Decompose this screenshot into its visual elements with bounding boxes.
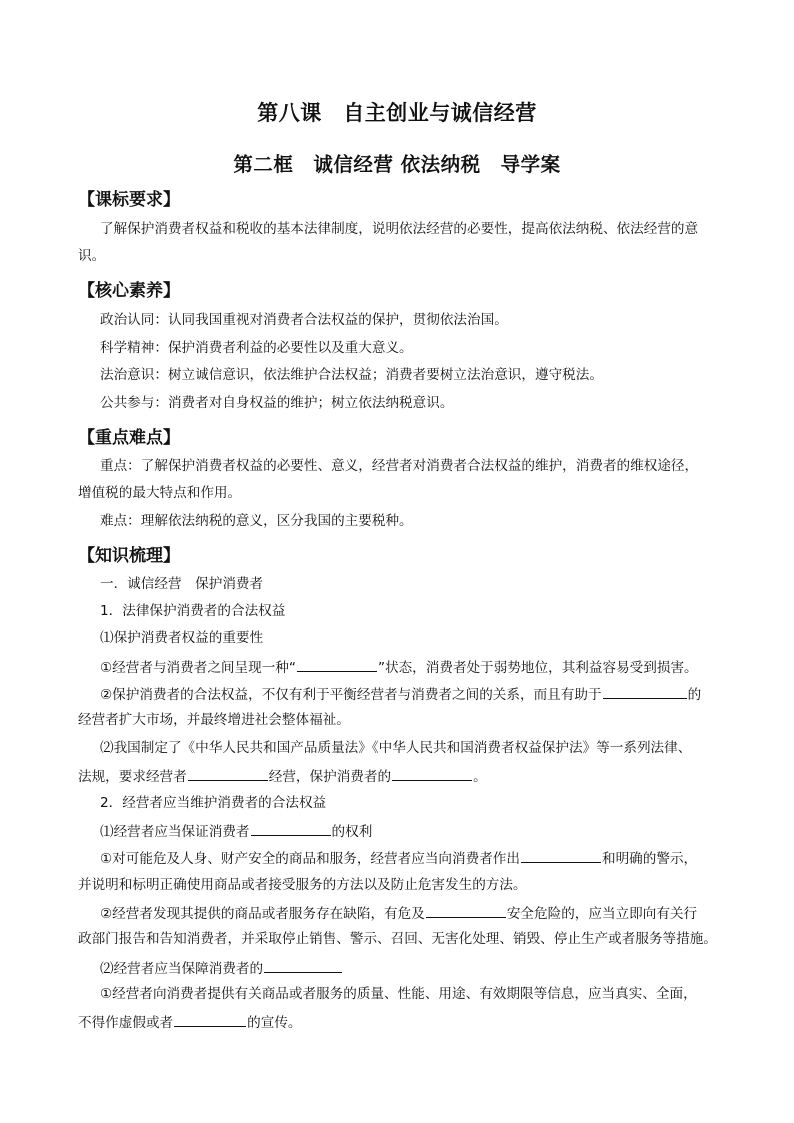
literacy-item: 政治认同：认同我国重视对消费者合法权益的保护，贯彻依法治国。 xyxy=(100,312,508,328)
fill-blank[interactable] xyxy=(426,903,506,918)
line-text: 的宣传。 xyxy=(247,1015,302,1031)
fill-blank[interactable] xyxy=(251,821,331,836)
line-text: 的权利 xyxy=(331,824,373,840)
line-text: 安全危险的，应当立即向有关行 xyxy=(506,906,698,922)
knowledge-item xyxy=(100,958,343,978)
fill-blank[interactable] xyxy=(297,657,377,672)
knowledge-item: ①经营者向消费者提供有关商品或者服务的质量、性能、用途、有效期限等信息，应当真实、全面， xyxy=(100,986,697,1002)
line-text: 经营，保护消费者的 xyxy=(268,769,392,785)
knowledge-item xyxy=(100,657,698,677)
fill-blank[interactable] xyxy=(521,848,601,863)
fill-blank[interactable] xyxy=(392,766,472,781)
heading-literacy: 【核心素养】 xyxy=(78,281,180,301)
line-text: ①对可能危及人身、财产安全的商品和服务，经营者应当向消费者作出 xyxy=(100,851,520,867)
literacy-item: 法治意识：树立诚信意识，依法维护合法权益；消费者要树立法治意识，遵守税法。 xyxy=(100,367,603,383)
heading-curriculum: 【课标要求】 xyxy=(78,190,180,210)
fill-blank[interactable] xyxy=(264,958,342,973)
key-points-text-1: 重点：了解保护消费者权益的必要性、意义，经营者对消费者合法权益的维护，消费者的维权途径， xyxy=(100,458,699,474)
line-text: ②保护消费者的合法权益，不仅有利于平衡经营者与消费者之间的关系，而且有助于 xyxy=(100,687,602,703)
knowledge-item: ⑴保护消费者权益的重要性 xyxy=(100,630,264,646)
knowledge-item xyxy=(78,1012,302,1032)
difficult-points-text: 难点：理解依法纳税的意义，区分我国的主要税种。 xyxy=(100,513,413,529)
line-text: 不得作虚假或者 xyxy=(78,1015,174,1031)
line-text: ②经营者发现其提供的商品或者服务存在缺陷，有危及 xyxy=(100,906,425,922)
line-text: ⑵经营者应当保障消费者的 xyxy=(100,961,264,977)
literacy-item: 公共参与：消费者对自身权益的维护；树立依法纳税意识。 xyxy=(100,395,454,411)
line-text: 。 xyxy=(473,769,487,785)
line-text: ”状态，消费者处于弱势地位，其利益容易受到损害。 xyxy=(377,660,698,676)
curriculum-text-2: 识。 xyxy=(78,248,106,264)
line-text: 和明确的警示， xyxy=(602,851,698,867)
fill-blank[interactable] xyxy=(174,1012,246,1027)
knowledge-item xyxy=(100,821,372,841)
knowledge-item xyxy=(100,684,701,704)
fill-blank[interactable] xyxy=(188,766,268,781)
knowledge-item: 并说明和标明正确使用商品或者接受服务的方法以及防止危害发生的方法。 xyxy=(78,877,527,893)
line-text: ①经营者与消费者之间呈现一种“ xyxy=(100,660,296,676)
line-text: ⑴经营者应当保证消费者 xyxy=(100,824,250,840)
knowledge-item: 2．经营者应当维护消费者的合法权益 xyxy=(100,795,327,811)
curriculum-text-1: 了解保护消费者权益和税收的基本法律制度，说明依法经营的必要性，提高依法纳税、依法经营的意 xyxy=(100,221,699,237)
knowledge-item xyxy=(100,848,697,868)
fill-blank[interactable] xyxy=(603,684,687,699)
heading-knowledge: 【知识梳理】 xyxy=(78,546,180,566)
knowledge-item: 1．法律保护消费者的合法权益 xyxy=(100,603,286,619)
knowledge-item: 政部门报告和告知消费者，并采取停止销售、警示、召回、无害化处理、销毁、停止生产或者服务等措施。 xyxy=(78,931,717,947)
knowledge-section-1: 一．诚信经营 保护消费者 xyxy=(100,576,264,592)
literacy-item: 科学精神：保护消费者利益的必要性以及重大意义。 xyxy=(100,340,413,356)
knowledge-item: 经营者扩大市场，并最终增进社会整体福祉。 xyxy=(78,712,350,728)
knowledge-item: ⑵我国制定了《中华人民共和国产品质量法》《中华人民共和国消费者权益保护法》等一系列法律、 xyxy=(100,740,692,756)
knowledge-item xyxy=(100,903,697,923)
lesson-subtitle: 第二框 诚信经营 依法纳税 导学案 xyxy=(233,153,561,176)
heading-key-points: 【重点难点】 xyxy=(78,428,180,448)
lesson-title: 第八课 自主创业与诚信经营 xyxy=(257,101,537,125)
line-text: 的 xyxy=(687,687,702,703)
key-points-text-2: 增值税的最大特点和作用。 xyxy=(78,485,242,501)
line-text: 法规，要求经营者 xyxy=(78,769,187,785)
knowledge-item xyxy=(78,766,487,786)
